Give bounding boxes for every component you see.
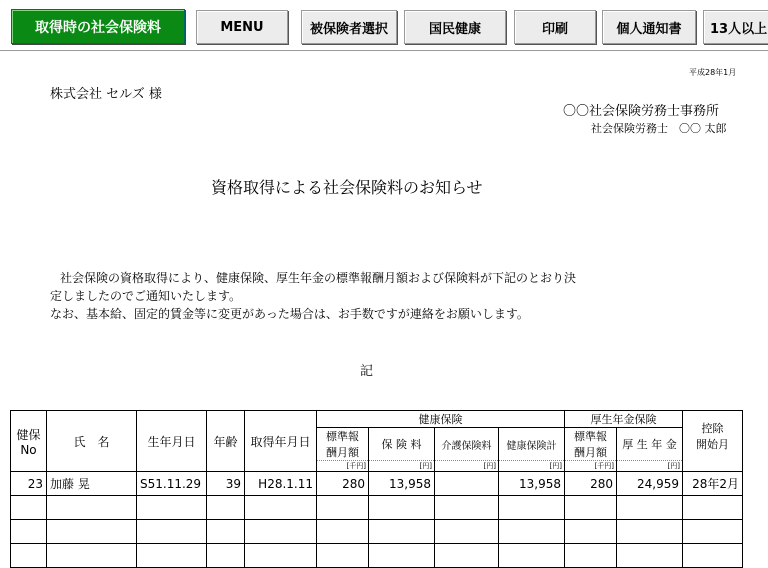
- table-row-empty: [11, 496, 743, 520]
- unit-deduct-blank: [683, 461, 743, 472]
- header-no: 健保 No: [11, 411, 47, 472]
- cell-health-total: 13,958: [499, 472, 565, 496]
- header-health-group: 健康保険: [317, 411, 565, 428]
- unit-pension-std: [千円]: [565, 461, 617, 472]
- header-pension-group: 厚生年金保険: [565, 411, 683, 428]
- print-button[interactable]: 印刷: [514, 10, 596, 44]
- header-pension-std: 標準報 酬月額: [565, 428, 617, 461]
- cell-birth: S51.11.29: [137, 472, 207, 496]
- unit-pension: [円]: [617, 461, 683, 472]
- document-title: 資格取得による社会保険料のお知らせ: [211, 178, 483, 197]
- body-text-line2: 定しましたのでご通知いたします。: [50, 289, 242, 303]
- unit-care: [円]: [435, 461, 499, 472]
- header-health-total: 健康保険計: [499, 428, 565, 461]
- body-text-line1: 社会保険の資格取得により、健康保険、厚生年金の標準報酬月額および保険料が下記のとおり決: [60, 271, 577, 285]
- cell-pension-std: 280: [565, 472, 617, 496]
- sender-name: 社会保険労務士 〇〇 太郎: [591, 122, 727, 135]
- personal-notice-button[interactable]: 個人通知書: [602, 10, 696, 44]
- cell-acquisition: H28.1.11: [245, 472, 317, 496]
- header-deduct: 控除 開始月: [683, 411, 743, 461]
- cell-care: [435, 472, 499, 496]
- insurance-table: [10, 410, 743, 568]
- header-acquisition: 取得年月日: [245, 411, 317, 472]
- menu-button[interactable]: MENU: [196, 10, 288, 44]
- cell-pension: 24,959: [617, 472, 683, 496]
- header-health-std: 標準報 酬月額: [317, 428, 369, 461]
- page-title-button[interactable]: 取得時の社会保険料: [11, 9, 185, 44]
- table-row-empty: [11, 520, 743, 544]
- cell-health-premium: 13,958: [369, 472, 435, 496]
- toolbar: [0, 0, 768, 50]
- cell-deduct: 28年2月: [683, 472, 743, 496]
- header-pension: 厚 生 年 金: [617, 428, 683, 461]
- select-insured-button[interactable]: 被保険者選択: [301, 10, 397, 44]
- header-age: 年齢: [207, 411, 245, 472]
- unit-health-premium: [円]: [369, 461, 435, 472]
- header-health-premium: 保 険 料: [369, 428, 435, 461]
- office-name: 〇〇社会保険労務士事務所: [563, 104, 720, 119]
- body-text-line3: なお、基本給、固定的賃金等に変更があった場合は、お手数ですが連絡をお願いします。: [50, 307, 529, 321]
- cell-no: 23: [11, 472, 47, 496]
- document-date: 平成28年1月: [689, 68, 737, 77]
- header-name: 氏 名: [47, 411, 137, 472]
- table-row-empty: [11, 544, 743, 568]
- cell-name: 加藤 晃: [47, 472, 137, 496]
- header-birth: 生年月日: [137, 411, 207, 472]
- table-row: [11, 472, 743, 496]
- kokumin-button[interactable]: 国民健康: [404, 10, 506, 44]
- addressee: 株式会社 セルズ 様: [50, 87, 162, 102]
- toolbar-divider: [0, 50, 768, 51]
- unit-health-total: [円]: [499, 461, 565, 472]
- unit-health-std: [千円]: [317, 461, 369, 472]
- over13-button[interactable]: 13人以上: [703, 10, 768, 44]
- cell-health-std: 280: [317, 472, 369, 496]
- ki-label: 記: [360, 364, 374, 379]
- cell-age: 39: [207, 472, 245, 496]
- header-care: 介護保険料: [435, 428, 499, 461]
